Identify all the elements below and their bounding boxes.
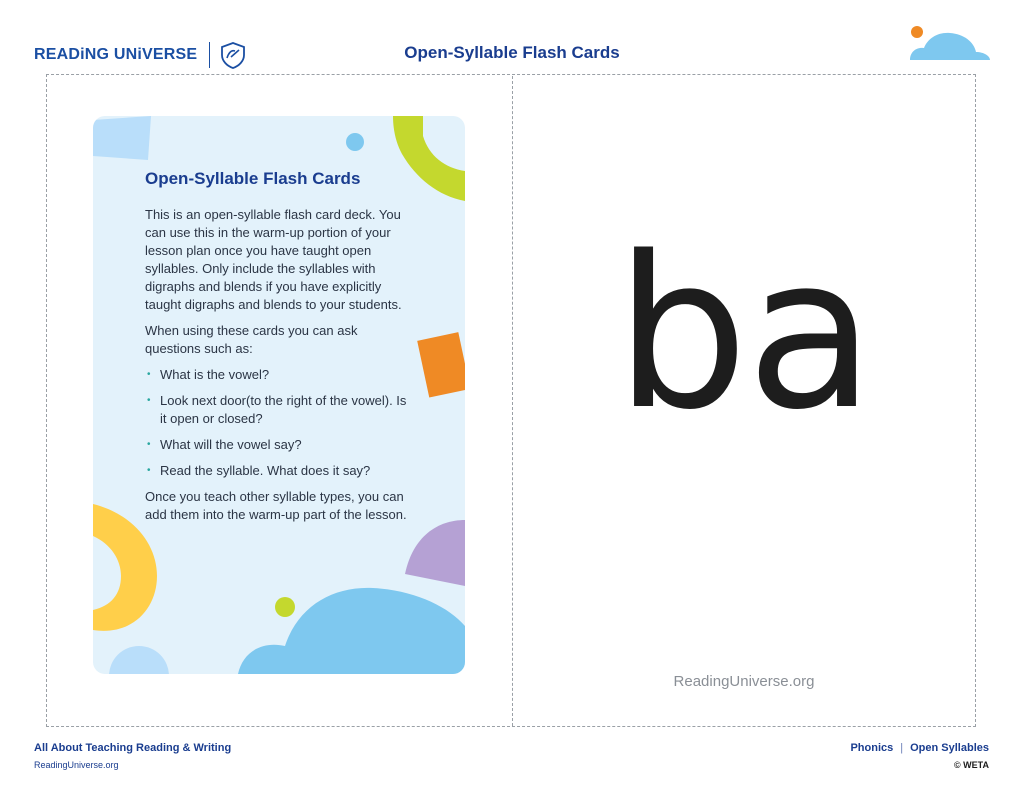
flash-card-site: ReadingUniverse.org [673,673,815,690]
footer-breadcrumb [850,742,989,754]
small-blue-dot [346,133,364,151]
copyright: © WETA [954,760,989,770]
light-blue-shape [93,116,151,160]
list-item: • What will the vowel say? [145,436,415,454]
page-title: Open-Syllable Flash Cards [404,43,620,62]
question-list [145,366,415,480]
card-title: Open-Syllable Flash Cards [145,169,361,188]
info-card [93,116,465,674]
card-questions-intro: When using these cards you can ask questions such as: [145,323,358,356]
flash-card-syllable: ba [615,211,873,456]
breadcrumb-separator: | [900,742,904,754]
card-outro: Once you teach other syllable types, you can add them into the warm-up part of the lesson. [145,489,407,522]
list-item: • What is the vowel? [145,366,415,384]
list-item: • Read the syllable. What does it say? [145,462,415,480]
breadcrumb-category: Phonics [850,742,894,754]
list-item: • Look next door(to the right of the vowel). Is it open or closed? [145,392,415,428]
footer-url-link[interactable]: ReadingUniverse.org [34,760,119,770]
logo-text: READiNG UNiVERSE [34,46,198,63]
lime-dot [275,597,295,617]
blue-cloud [238,588,465,674]
orange-square [417,332,465,397]
light-blue-semicircle [109,646,169,674]
breadcrumb-topic: Open Syllables [910,742,989,754]
card-content [145,168,415,532]
footer-tagline: All About Teaching Reading & Writing [34,742,232,754]
card-intro: This is an open-syllable flash card deck. You can use this in the warm-up portion of your lesson plan once you have taught open syllables. Only include the syllables with digraphs and blends if you have explicitly taught digraphs and blends to your students. [145,207,402,312]
sun-cloud-icon [906,22,992,64]
